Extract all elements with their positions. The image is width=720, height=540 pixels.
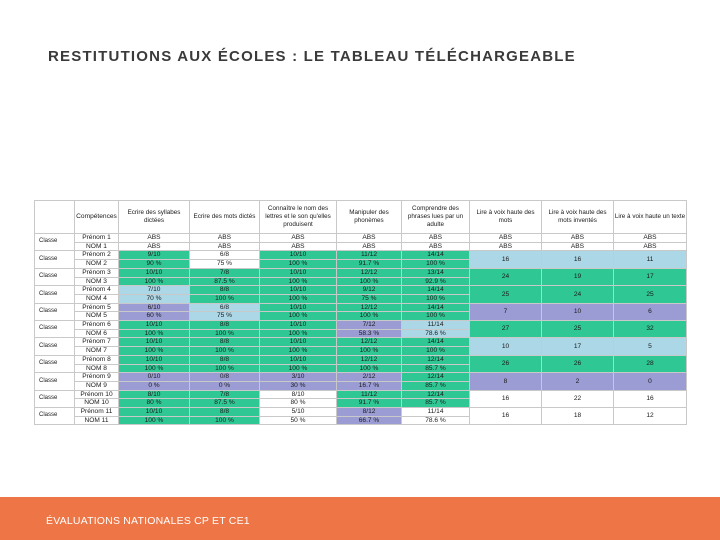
score-cell: 0/10 xyxy=(119,373,190,382)
results-table xyxy=(34,200,687,425)
score-cell: 10/10 xyxy=(260,251,337,260)
class-cell: Classe xyxy=(35,321,75,338)
score-cell: ABS xyxy=(337,242,402,251)
lastname-cell: NOM 9 xyxy=(75,381,119,390)
table-row xyxy=(35,321,687,330)
score-cell: 6/8 xyxy=(190,303,260,312)
lastname-cell: NOM 11 xyxy=(75,416,119,425)
score-cell: 87.5 % xyxy=(190,399,260,408)
score-cell: 80 % xyxy=(260,399,337,408)
score-cell: 100 % xyxy=(337,277,402,286)
score-cell: 8/12 xyxy=(337,408,402,417)
score-cell: ABS xyxy=(119,242,190,251)
table-row xyxy=(35,338,687,347)
score-cell: 10/10 xyxy=(260,268,337,277)
firstname-cell: Prénom 6 xyxy=(75,321,119,330)
score-cell: 30 % xyxy=(260,381,337,390)
score-cell: 12/14 xyxy=(402,373,470,382)
score-cell: 100 % xyxy=(402,294,470,303)
score-cell: 8/8 xyxy=(190,338,260,347)
score-cell: 12/14 xyxy=(402,390,470,399)
class-cell: Classe xyxy=(35,338,75,355)
reading-score-cell: 22 xyxy=(542,390,614,407)
lastname-cell: NOM 8 xyxy=(75,364,119,373)
score-cell: 14/14 xyxy=(402,251,470,260)
score-cell: 100 % xyxy=(119,329,190,338)
score-cell: 100 % xyxy=(119,364,190,373)
score-cell: 87.5 % xyxy=(190,277,260,286)
reading-score-cell: 16 xyxy=(470,390,542,407)
reading-cell: ABS xyxy=(614,234,687,243)
score-cell: 10/10 xyxy=(119,338,190,347)
score-cell: 10/10 xyxy=(260,338,337,347)
score-cell: 100 % xyxy=(190,329,260,338)
class-cell: Classe xyxy=(35,408,75,425)
score-cell: 100 % xyxy=(190,364,260,373)
reading-score-cell: 32 xyxy=(614,321,687,338)
lastname-cell: NOM 10 xyxy=(75,399,119,408)
reading-score-cell: 25 xyxy=(542,321,614,338)
reading-score-cell: 7 xyxy=(470,303,542,320)
score-cell: 0 % xyxy=(119,381,190,390)
score-cell: ABS xyxy=(260,242,337,251)
score-cell: 6/10 xyxy=(119,303,190,312)
score-cell: 10/10 xyxy=(260,286,337,295)
reading-score-cell: 25 xyxy=(614,286,687,303)
score-cell: 100 % xyxy=(260,260,337,269)
score-cell: 100 % xyxy=(260,294,337,303)
header-cell: Lire à voix haute un texte xyxy=(614,201,687,234)
firstname-cell: Prénom 1 xyxy=(75,234,119,243)
score-cell: 70 % xyxy=(119,294,190,303)
score-cell: 100 % xyxy=(260,364,337,373)
score-cell: 0 % xyxy=(190,381,260,390)
table-row xyxy=(35,390,687,399)
score-cell: 100 % xyxy=(402,260,470,269)
score-cell: 8/8 xyxy=(190,321,260,330)
score-cell: ABS xyxy=(190,242,260,251)
score-cell: 12/14 xyxy=(402,355,470,364)
firstname-cell: Prénom 4 xyxy=(75,286,119,295)
lastname-cell: NOM 6 xyxy=(75,329,119,338)
score-cell: 100 % xyxy=(402,312,470,321)
score-cell: 75 % xyxy=(190,260,260,269)
score-cell: 6/8 xyxy=(190,251,260,260)
score-cell: 14/14 xyxy=(402,303,470,312)
score-cell: 2/12 xyxy=(337,373,402,382)
score-cell: 100 % xyxy=(119,416,190,425)
score-cell: ABS xyxy=(260,234,337,243)
score-cell: ABS xyxy=(402,242,470,251)
score-cell: 12/12 xyxy=(337,303,402,312)
table-row xyxy=(35,355,687,364)
reading-cell: ABS xyxy=(542,242,614,251)
score-cell: 100 % xyxy=(260,277,337,286)
score-cell: 0/8 xyxy=(190,373,260,382)
score-cell: 78.6 % xyxy=(402,329,470,338)
score-cell: 11/12 xyxy=(337,390,402,399)
table-row xyxy=(35,373,687,382)
table-row xyxy=(35,408,687,417)
header-cell: Comprendre des phrases lues par un adulte xyxy=(402,201,470,234)
firstname-cell: Prénom 8 xyxy=(75,355,119,364)
class-cell: Classe xyxy=(35,268,75,285)
score-cell: 10/10 xyxy=(119,408,190,417)
score-cell: 14/14 xyxy=(402,286,470,295)
reading-score-cell: 8 xyxy=(470,373,542,390)
score-cell: 100 % xyxy=(337,347,402,356)
blank-header-cell xyxy=(35,201,75,234)
score-cell: 8/8 xyxy=(190,355,260,364)
score-cell: 9/12 xyxy=(337,286,402,295)
score-cell: 85.7 % xyxy=(402,364,470,373)
firstname-cell: Prénom 2 xyxy=(75,251,119,260)
score-cell: 11/14 xyxy=(402,321,470,330)
score-cell: 90 % xyxy=(119,260,190,269)
score-cell: 75 % xyxy=(190,312,260,321)
firstname-cell: Prénom 11 xyxy=(75,408,119,417)
reading-cell: ABS xyxy=(470,242,542,251)
score-cell: ABS xyxy=(119,234,190,243)
reading-score-cell: 16 xyxy=(614,390,687,407)
table-row xyxy=(35,268,687,277)
footer-text: ÉVALUATIONS NATIONALES CP ET CE1 xyxy=(46,515,250,527)
score-cell: 7/8 xyxy=(190,390,260,399)
reading-score-cell: 2 xyxy=(542,373,614,390)
score-cell: 8/10 xyxy=(119,390,190,399)
score-cell: 50 % xyxy=(260,416,337,425)
reading-score-cell: 19 xyxy=(542,268,614,285)
score-cell: 12/12 xyxy=(337,268,402,277)
score-cell: 66.7 % xyxy=(337,416,402,425)
score-cell: 10/10 xyxy=(119,321,190,330)
score-cell: 100 % xyxy=(260,329,337,338)
score-cell: 10/10 xyxy=(260,303,337,312)
header-cell: Lire à voix haute des mots inventés xyxy=(542,201,614,234)
lastname-cell: NOM 3 xyxy=(75,277,119,286)
score-cell: 13/14 xyxy=(402,268,470,277)
reading-score-cell: 16 xyxy=(470,251,542,268)
score-cell: 3/10 xyxy=(260,373,337,382)
reading-cell: ABS xyxy=(542,234,614,243)
class-cell: Classe xyxy=(35,286,75,303)
reading-cell: ABS xyxy=(470,234,542,243)
score-cell: 11/12 xyxy=(337,251,402,260)
score-cell: 100 % xyxy=(190,416,260,425)
results-table-body xyxy=(35,234,687,425)
footer-bar xyxy=(0,497,720,540)
class-cell: Classe xyxy=(35,355,75,372)
lastname-cell: NOM 7 xyxy=(75,347,119,356)
class-cell: Classe xyxy=(35,303,75,320)
score-cell: 92.9 % xyxy=(402,277,470,286)
score-cell: 12/12 xyxy=(337,338,402,347)
firstname-cell: Prénom 10 xyxy=(75,390,119,399)
slide-title: RESTITUTIONS AUX ÉCOLES : LE TABLEAU TÉLÉCHARGEABLE xyxy=(48,48,576,65)
score-cell: 10/10 xyxy=(260,355,337,364)
reading-score-cell: 12 xyxy=(614,408,687,425)
table-row xyxy=(35,234,687,243)
reading-score-cell: 27 xyxy=(470,321,542,338)
firstname-cell: Prénom 5 xyxy=(75,303,119,312)
reading-score-cell: 5 xyxy=(614,338,687,355)
score-cell: 100 % xyxy=(402,347,470,356)
score-cell: 100 % xyxy=(260,347,337,356)
reading-score-cell: 11 xyxy=(614,251,687,268)
score-cell: 12/12 xyxy=(337,355,402,364)
score-cell: 8/8 xyxy=(190,286,260,295)
score-cell: 8/8 xyxy=(190,408,260,417)
reading-score-cell: 10 xyxy=(542,303,614,320)
score-cell: 60 % xyxy=(119,312,190,321)
firstname-cell: Prénom 9 xyxy=(75,373,119,382)
reading-score-cell: 16 xyxy=(542,251,614,268)
score-cell: 11/14 xyxy=(402,408,470,417)
lastname-cell: NOM 5 xyxy=(75,312,119,321)
score-cell: ABS xyxy=(190,234,260,243)
score-cell: 85.7 % xyxy=(402,381,470,390)
table-row xyxy=(35,286,687,295)
score-cell: 10/10 xyxy=(119,268,190,277)
score-cell: 10/10 xyxy=(260,321,337,330)
class-cell: Classe xyxy=(35,390,75,407)
reading-score-cell: 24 xyxy=(542,286,614,303)
reading-score-cell: 17 xyxy=(614,268,687,285)
firstname-cell: Prénom 7 xyxy=(75,338,119,347)
score-cell: 100 % xyxy=(190,347,260,356)
score-cell: 100 % xyxy=(119,347,190,356)
score-cell: 91.7 % xyxy=(337,260,402,269)
score-cell: 100 % xyxy=(337,364,402,373)
score-cell: 91.7 % xyxy=(337,399,402,408)
reading-score-cell: 18 xyxy=(542,408,614,425)
reading-score-cell: 25 xyxy=(470,286,542,303)
header-cell: Lire à voix haute des mots xyxy=(470,201,542,234)
score-cell: 80 % xyxy=(119,399,190,408)
score-cell: 100 % xyxy=(119,277,190,286)
score-cell: 7/10 xyxy=(119,286,190,295)
header-cell: Ecrire des mots dictés xyxy=(190,201,260,234)
table-row xyxy=(35,242,687,251)
score-cell: 5/10 xyxy=(260,408,337,417)
class-cell: Classe xyxy=(35,234,75,251)
score-cell: ABS xyxy=(337,234,402,243)
lastname-cell: NOM 1 xyxy=(75,242,119,251)
score-cell: 7/8 xyxy=(190,268,260,277)
score-cell: 10/10 xyxy=(119,355,190,364)
header-row xyxy=(35,201,687,234)
score-cell: 85.7 % xyxy=(402,399,470,408)
table-row xyxy=(35,251,687,260)
score-cell: 58.3 % xyxy=(337,329,402,338)
reading-score-cell: 16 xyxy=(470,408,542,425)
results-table-wrapper xyxy=(34,200,686,425)
lastname-cell: NOM 4 xyxy=(75,294,119,303)
score-cell: 100 % xyxy=(337,312,402,321)
reading-score-cell: 24 xyxy=(470,268,542,285)
firstname-cell: Prénom 3 xyxy=(75,268,119,277)
reading-score-cell: 26 xyxy=(470,355,542,372)
header-cell: Connaître le nom des lettres et le son qu'elles produisent xyxy=(260,201,337,234)
score-cell: 16.7 % xyxy=(337,381,402,390)
score-cell: 8/10 xyxy=(260,390,337,399)
reading-score-cell: 28 xyxy=(614,355,687,372)
score-cell: 7/12 xyxy=(337,321,402,330)
reading-score-cell: 0 xyxy=(614,373,687,390)
lastname-cell: NOM 2 xyxy=(75,260,119,269)
header-cell: Compétences xyxy=(75,201,119,234)
score-cell: 100 % xyxy=(190,294,260,303)
reading-cell: ABS xyxy=(614,242,687,251)
reading-score-cell: 6 xyxy=(614,303,687,320)
header-cell: Manipuler des phonèmes xyxy=(337,201,402,234)
class-cell: Classe xyxy=(35,373,75,390)
score-cell: ABS xyxy=(402,234,470,243)
class-cell: Classe xyxy=(35,251,75,268)
header-cell: Ecrire des syllabes dictées xyxy=(119,201,190,234)
reading-score-cell: 10 xyxy=(470,338,542,355)
score-cell: 78.6 % xyxy=(402,416,470,425)
score-cell: 9/10 xyxy=(119,251,190,260)
score-cell: 14/14 xyxy=(402,338,470,347)
score-cell: 100 % xyxy=(260,312,337,321)
score-cell: 75 % xyxy=(337,294,402,303)
table-row xyxy=(35,303,687,312)
reading-score-cell: 26 xyxy=(542,355,614,372)
reading-score-cell: 17 xyxy=(542,338,614,355)
